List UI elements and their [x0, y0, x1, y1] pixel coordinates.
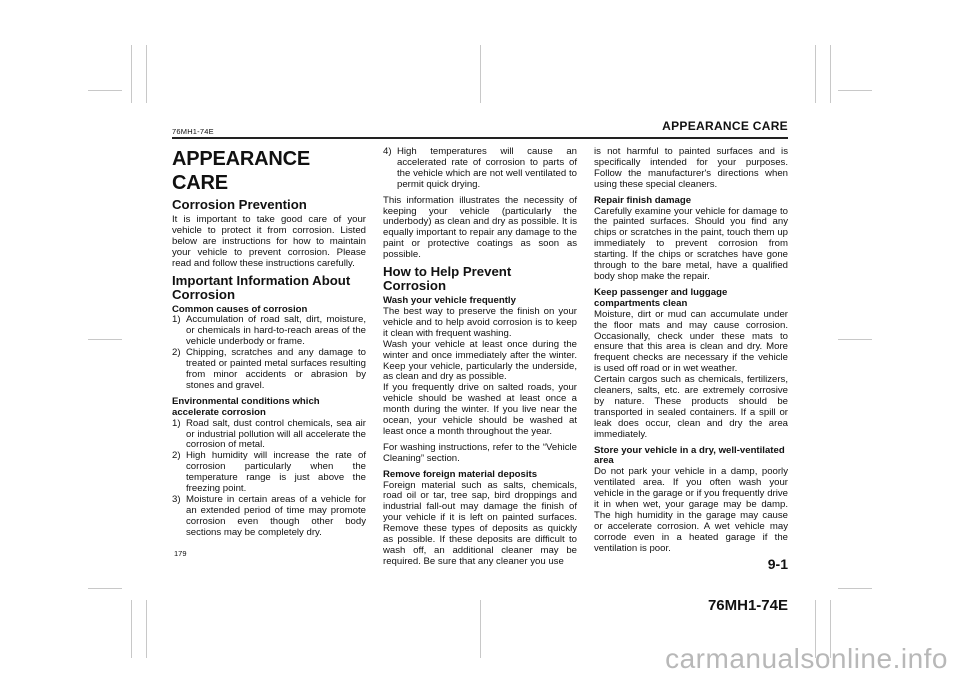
wash-title: Wash your vehicle frequently — [383, 295, 516, 307]
list-item: 2) Chipping, scratches and any damage to treated or painted metal surfaces resulting from minor accidents or abrasion by stones and gravel. — [172, 347, 366, 391]
header-rule — [172, 137, 788, 139]
repair-finish-paragraph: Carefully examine your vehicle for damage to the painted surfaces. Should you find any chips or scratches in the paint, touch them up immediately to prevent corrosion from starting. If the chips or scratches have gone through to the bare metal, have a qualified body shop make the repair. — [594, 205, 788, 282]
page-number: 179 — [174, 549, 187, 558]
store-vehicle-title: Store your vehicle in a dry, well-ventilated area — [594, 444, 785, 467]
heading-corrosion-prevention: Corrosion Prevention — [172, 197, 307, 212]
header-doc-code: 76MH1-74E — [172, 127, 214, 136]
keep-clean-title: Keep passenger and luggage compartments clean — [594, 286, 728, 309]
continued-paragraph: is not harmful to painted surfaces and is specifically intended for your purposes. Follow the manufacturer's directions when using these special cleaners. — [594, 146, 788, 190]
intro-paragraph: It is important to take good care of your vehicle to protect it from corrosion. Listed below are instructions for how to maintain your vehicle to prevent corrosion. Please read and follow these instructions carefully. — [172, 214, 366, 269]
store-vehicle-paragraph: Do not park your vehicle in a damp, poorly ventilated area. If you often wash your vehicle in the garage or if you frequently drive it in when wet, your garage may be damp. The high humidity in the garage may cause or accelerate corrosion. A wet vehicle may corrode even in a heated garage if the ventilation is poor. — [594, 466, 788, 554]
wash-paragraph: Wash your vehicle at least once during the winter and once immediately after the winter. Keep your vehicle, particularly the underside, as clean and dry as possible. — [383, 338, 577, 383]
remove-deposits-title: Remove foreign material deposits — [383, 468, 538, 480]
list-item: 1) Road salt, dust control chemicals, sea air or industrial pollution will all accelerate the corrosion of metal. — [172, 417, 366, 451]
page-title: APPEARANCE CARE — [172, 148, 311, 194]
list-item: 1) Accumulation of road salt, dirt, moisture, or chemicals in hard-to-reach areas of the vehicle underbody or frame. — [172, 314, 366, 348]
footer-doc-code: 76MH1-74E — [707, 597, 788, 614]
wash-paragraph: If you frequently drive on salted roads, your vehicle should be washed at least once a month during the winter. If you live near the ocean, your vehicle should be washed at least once a month throughout the year. — [383, 382, 577, 437]
environmental-conditions-title: Environmental conditions which accelerate corrosion — [172, 395, 320, 418]
keep-clean-paragraph: Moisture, dirt or mud can accumulate under the floor mats and may cause corrosion. Occasionally, check under these mats to ensure that this area is clean and dry. More frequent checks are necessary if the vehicle is used off road or in wet weather. — [594, 308, 788, 375]
column-3 — [594, 147, 788, 555]
list-item: 3) Moisture in certain areas of a vehicle for an extended period of time may promote corrosion even though other body sections may be completely dry. — [172, 493, 366, 538]
heading-how-to-prevent: How to Help Prevent Corrosion — [383, 264, 512, 294]
remove-deposits-paragraph: Foreign material such as salts, chemicals, road oil or tar, tree sap, bird droppings and industrial fall-out may damage the finish of your vehicle if it is left on painted surfaces. Remove these types of deposits as quickly as possible. If these deposits are difficult to wash off, an additional cleaner may be required. Be sure that any cleaner you use — [383, 479, 577, 567]
list-item: 2) High humidity will increase the rate of corrosion particularly when the temperature range is just above the freezing point. — [172, 450, 366, 495]
column-2 — [383, 147, 577, 568]
list-item: 4) High temperatures will cause an accelerated rate of corrosion to parts of the vehicle which are not well ventilated to permit quick drying. — [383, 146, 577, 190]
wash-paragraph: The best way to preserve the finish on your vehicle and to help avoid corrosion is to keep it clean with frequent washing. — [383, 305, 577, 339]
common-causes-title: Common causes of corrosion — [172, 303, 308, 315]
repair-finish-title: Repair finish damage — [594, 194, 692, 206]
column-1 — [172, 147, 366, 539]
wash-paragraph: For washing instructions, refer to the “Vehicle Cleaning” section. — [383, 441, 577, 464]
keep-clean-paragraph: Certain cargos such as chemicals, fertilizers, cleaners, salts, etc. are extremely corrosive by nature. These products should be transported in sealed containers. If a spill or leak does occur, clean and dry the area immediately. — [594, 374, 788, 440]
header-section-title: APPEARANCE CARE — [662, 119, 788, 133]
section-number: 9-1 — [767, 556, 788, 572]
illustrates-paragraph: This information illustrates the necessity of keeping your vehicle (particularly the underbody) as clean and dry as possible. It is equally important to repair any damage to the paint or protective coatings as soon as possible. — [383, 194, 577, 261]
watermark: carmanualsonline.info — [665, 643, 948, 674]
heading-important-information: Important Information About Corrosion — [172, 272, 351, 302]
